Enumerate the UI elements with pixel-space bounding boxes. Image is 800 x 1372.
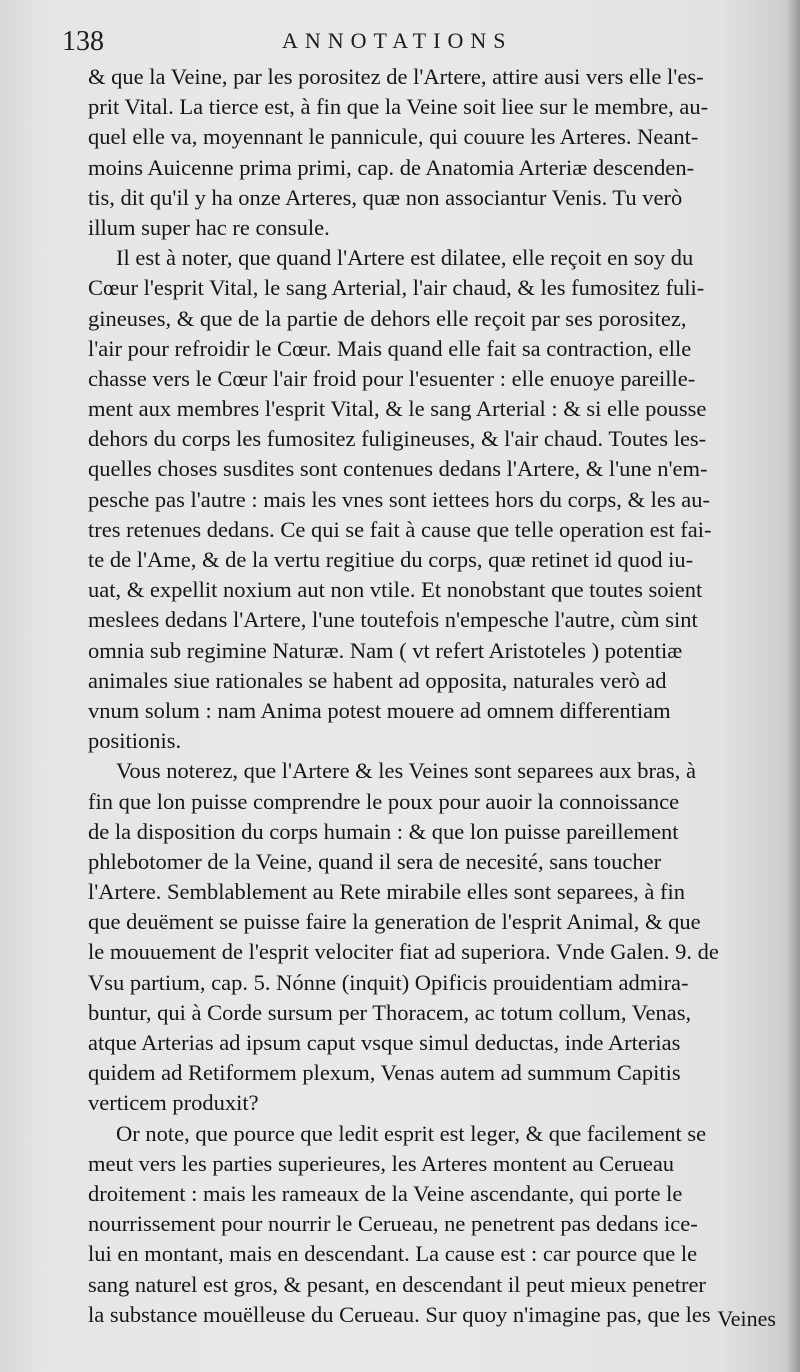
text-line: le mouuement de l'esprit velociter fiat ad superiora. Vnde Galen. 9. de [88, 939, 719, 965]
text-line: atque Arterias ad ipsum caput vsque simul deductas, inde Arterias [88, 1030, 681, 1055]
text-line: moins Auicenne prima primi, cap. de Anatomia Arteriæ descenden- [88, 154, 695, 180]
text-line: chasse vers le Cœur l'air froid pour l'esuenter : elle enuoye pareille- [88, 365, 696, 391]
text-line: fin que lon puisse comprendre le poux pour auoir la connoissance [88, 788, 680, 814]
text-line: meslees dedans l'Artere, l'une toutefois n'empesche l'autre, cùm sint [88, 607, 698, 633]
text-line: l'Artere. Semblablement au Rete mirabile elles sont separees, à fin [88, 879, 685, 905]
text-line: lui en montant, mais en descendant. La cause est : car pource que le [88, 1241, 698, 1267]
text-line: sang naturel est gros, & pesant, en descendant il peut mieux penetrer [88, 1271, 706, 1297]
text-line: vnum solum : nam Anima potest mouere ad omnem differentiam [88, 697, 671, 723]
paragraph-first-line: Or note, que pource que ledit esprit est leger, & que facilement se [116, 1120, 707, 1146]
text-line: quidem ad Retiformem plexum, Venas autem ad summum Capitis [88, 1060, 681, 1086]
text-line: que deuëment se puisse faire la generation de l'esprit Animal, & que [88, 909, 701, 935]
running-head-title: ANNOTATIONS [282, 28, 513, 53]
text-line: Cœur l'esprit Vital, le sang Arterial, l'air chaud, & les fumositez fuli- [88, 275, 705, 301]
text-line: meut vers les parties superieures, les Arteres montent au Cerueau [88, 1150, 675, 1176]
text-line: animales siue rationales se habent ad opposita, naturales verò ad [88, 667, 667, 693]
page-edge-shadow [786, 0, 800, 1372]
catchword: Veines [717, 1306, 776, 1331]
text-line: Vsu partium, cap. 5. Nónne (inquit) Opificis prouidentiam admira- [88, 969, 689, 995]
text-line: tis, dit qu'il y ha onze Arteres, quæ non associantur Venis. Tu verò [88, 184, 683, 210]
text-line: la substance mouëlleuse du Cerueau. Sur quoy n'imagine pas, que les [88, 1301, 711, 1327]
text-line: verticem produxit? [88, 1090, 259, 1116]
text-line: tres retenues dedans. Ce qui se fait à cause que telle operation est fai- [88, 516, 712, 542]
page-number: 138 [62, 26, 104, 57]
text-line: droitement : mais les rameaux de la Veine ascendante, qui porte le [88, 1180, 683, 1206]
text-line: uat, & expellit noxium aut non vtile. Et nonobstant que toutes soient [88, 577, 703, 603]
text-line: positionis. [88, 728, 182, 754]
text-line: phlebotomer de la Veine, quand il sera de necesité, sans toucher [88, 848, 662, 874]
text-line: & que la Veine, par les porositez de l'Artere, attire ausi vers elle l'es- [88, 64, 704, 89]
text-line: l'air pour refroidir le Cœur. Mais quand elle fait sa contraction, elle [88, 335, 692, 361]
body-text [88, 62, 778, 1330]
paragraph-first-line: Vous noterez, que l'Artere & les Veines sont separees aux bras, à [116, 758, 696, 784]
text-line: pesche pas l'autre : mais les vnes sont iettees hors du corps, & les au- [88, 486, 711, 512]
text-line: buntur, qui à Corde sursum per Thoracem, ac totum collum, Venas, [88, 999, 692, 1025]
text-line: nourrissement pour nourrir le Cerueau, ne penetrent pas dedans ice- [88, 1211, 698, 1237]
text-line: quel elle va, moyennant le pannicule, qui couure les Arteres. Neant- [88, 124, 699, 150]
text-line: ment aux membres l'esprit Vital, & le sang Arterial : & si elle pousse [88, 396, 707, 422]
paragraph-first-line: Il est à noter, que quand l'Artere est dilatee, elle reçoit en soy du [116, 245, 694, 271]
text-line: dehors du corps les fumositez fuligineuses, & l'air chaud. Toutes les- [88, 426, 707, 452]
text-line: te de l'Ame, & de la vertu regitiue du corps, quæ retinet id quod iu- [88, 547, 694, 572]
text-line: quelles choses susdites sont contenues dedans l'Artere, & l'une n'em- [88, 456, 708, 482]
text-line: gineuses, & que de la partie de dehors elle reçoit par ses porositez, [88, 305, 687, 331]
text-line: omnia sub regimine Naturæ. Nam ( vt refert Aristoteles ) potentiæ [88, 637, 683, 663]
running-head [62, 26, 782, 66]
text-line: illum super hac re consule. [88, 214, 330, 240]
text-line: prit Vital. La tierce est, à fin que la Veine soit liee sur le membre, au- [88, 94, 709, 120]
text-line: de la disposition du corps humain : & que lon puisse pareillement [88, 818, 679, 844]
